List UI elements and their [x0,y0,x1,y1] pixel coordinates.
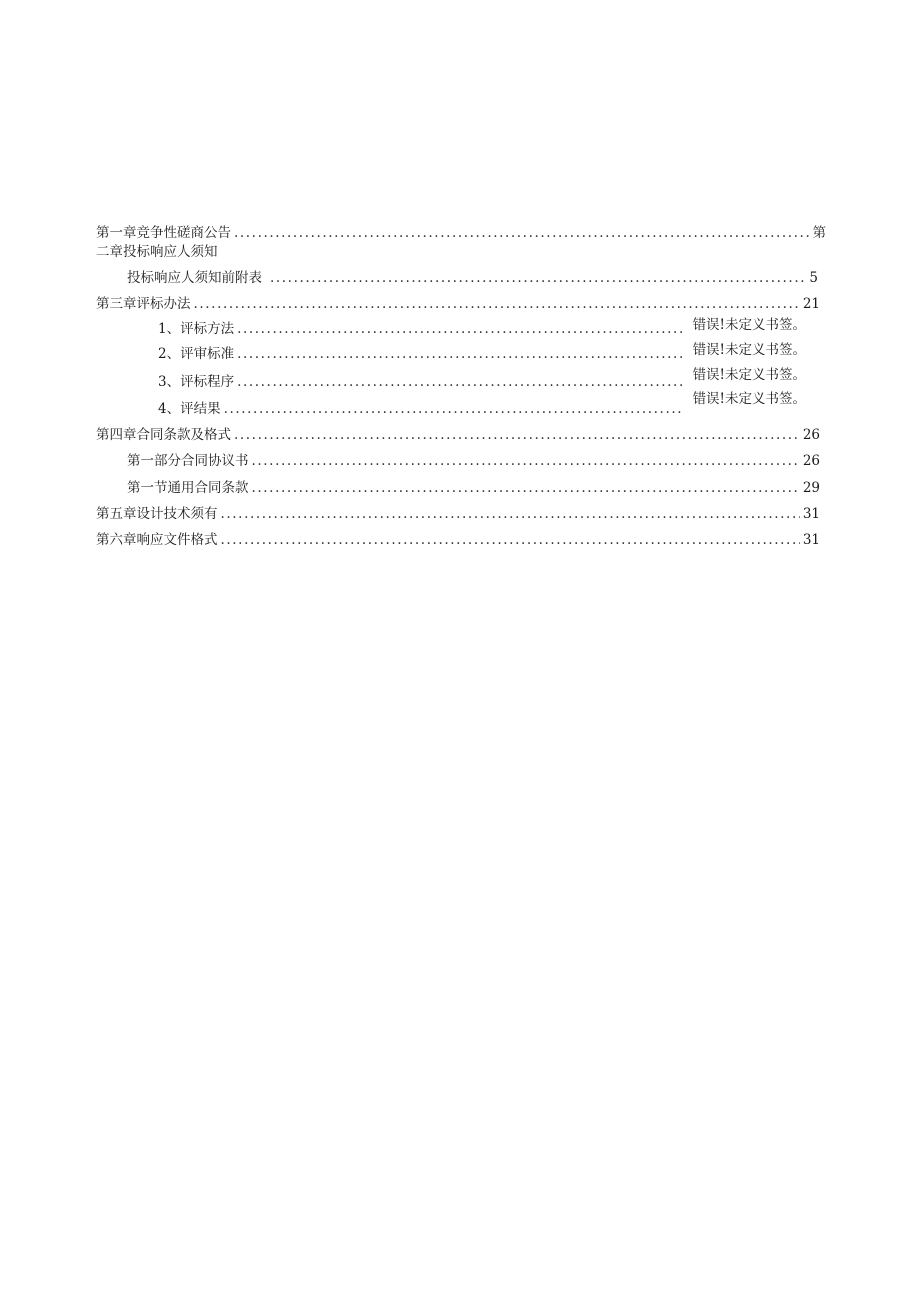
toc-entry-continuation[interactable]: 二章投标响应人须知 [96,244,218,260]
toc-entry[interactable] [96,426,820,444]
toc-entry[interactable] [158,342,806,363]
toc-entry-page: 26 [802,453,820,469]
toc-entry-label: 第一节通用合同条款 [127,480,249,496]
toc-leader-dots [270,269,806,287]
toc-entry-label: 第五章设计技术须有 [96,506,218,522]
toc-leader-dots [221,505,800,523]
toc-entry-label: 第一部分合同协议书 [127,453,249,469]
toc-entry-page-error: 错误!未定义书签。 [692,342,806,358]
toc-entry[interactable] [96,295,820,313]
toc-entry[interactable] [96,531,820,549]
toc-entry-page: 31 [802,532,820,548]
toc-entry[interactable] [158,317,806,338]
toc-entry[interactable] [158,367,806,391]
toc-entry-page: 第 [812,225,826,241]
toc-entry-label: 第四章合同条款及格式 [96,427,231,443]
toc-leader-dots [237,373,683,391]
toc-entry-label: 3、评标程序 [158,374,235,390]
toc-leader-dots [221,531,800,549]
toc-entry[interactable] [127,479,820,497]
toc-entry-label: 第一章竞争性磋商公告 [96,225,231,241]
toc-entry[interactable] [96,505,820,523]
toc-entry-label: 第三章评标办法 [96,296,191,312]
toc-entry-label: 第六章响应文件格式 [96,532,218,548]
toc-entry-label: 4、评结果 [158,401,221,417]
toc-entry[interactable] [158,391,806,418]
toc-entry-page: 5 [809,270,818,286]
toc-leader-dots [194,295,800,313]
toc-entry-page: 26 [802,427,820,443]
toc-entry-label: 2、评审标准 [158,346,235,362]
toc-entry-page: 21 [802,296,820,312]
toc-leader-dots [237,320,683,338]
toc-leader-dots [237,345,683,363]
toc-entry-page-error: 错误!未定义书签。 [692,391,806,407]
toc-leader-dots [234,224,810,242]
toc-entry-page-error: 错误!未定义书签。 [692,317,806,333]
toc-leader-dots [252,452,800,470]
toc-entry-page-error: 错误!未定义书签。 [692,367,806,383]
toc-entry[interactable] [127,269,818,287]
toc-leader-dots [224,400,684,418]
toc-entry-label: 投标响应人须知前附表 [127,270,262,286]
toc-leader-dots [252,479,800,497]
toc-leader-dots [234,426,800,444]
toc-entry-label: 1、评标方法 [158,321,235,337]
toc-entry[interactable] [127,452,820,470]
toc-entry[interactable] [96,224,826,242]
toc-entry-page: 29 [802,480,820,496]
toc-entry-page: 31 [802,506,820,522]
